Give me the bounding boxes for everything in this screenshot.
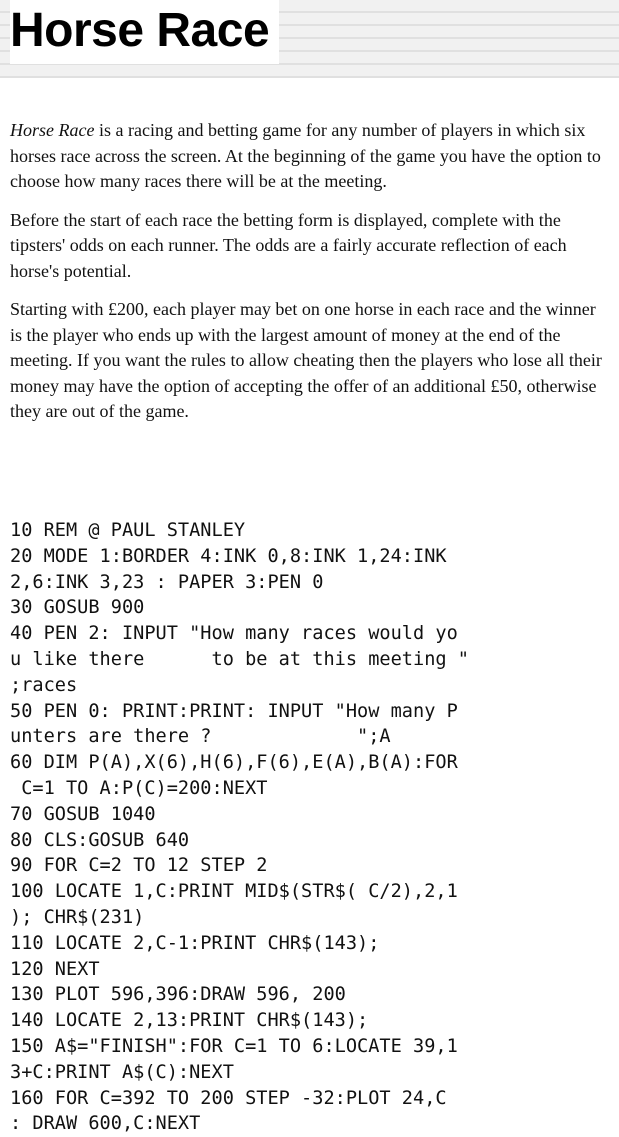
code-line: 50 PEN 0: PRINT:PRINT: INPUT "How many P [10,700,458,722]
code-line: 10 REM @ PAUL STANLEY [10,520,246,541]
intro-text [10,118,612,438]
code-line: 80 CLS:GOSUB 640 [10,829,190,851]
code-line: 110 LOCATE 2,C-1:PRINT CHR$(143); [10,932,380,954]
code-line: C=1 TO A:P(C)=200:NEXT [10,777,268,799]
intro-paragraph-1 [10,118,612,195]
code-line: ;races [10,674,78,696]
code-line: : DRAW 600,C:NEXT [10,1113,201,1135]
code-line: 130 PLOT 596,396:DRAW 596, 200 [10,984,346,1006]
game-title-reference: Horse Race [10,120,95,140]
code-line: 150 A$="FINISH":FOR C=1 TO 6:LOCATE 39,1 [10,1035,458,1057]
intro-paragraph-2: Before the start of each race the betting form is displayed, complete with the tipsters' odds on each runner. The odds are a fairly accurate reflection of each horse's potential. [10,209,567,281]
code-line: 2,6:INK 3,23 : PAPER 3:PEN 0 [10,571,324,593]
code-line: unters are there ? ";A [10,726,391,748]
code-line: 60 DIM P(A),X(6),H(6),F(6),E(A),B(A):FOR [10,752,458,774]
code-line: 30 GOSUB 900 [10,597,145,619]
code-line: 160 FOR C=392 TO 200 STEP -32:PLOT 24,C [10,1087,447,1109]
code-line: 90 FOR C=2 TO 12 STEP 2 [10,855,268,877]
code-line: 20 MODE 1:BORDER 4:INK 0,8:INK 1,24:INK [10,545,447,567]
basic-program-listing [10,518,615,1137]
code-line: ); CHR$(231) [10,906,145,928]
code-line: 3+C:PRINT A$(C):NEXT [10,1061,234,1083]
code-line: 40 PEN 2: INPUT "How many races would yo [10,623,458,645]
intro-paragraph-1-text: is a racing and betting game for any number of players in which six horses race across the screen. At the beginning of the game you have the option to choose how many races there will be at the meeting. [10,120,601,191]
code-line: u like there to be at this meeting " [10,648,469,670]
intro-paragraph-3: Starting with £200, each player may bet on one horse in each race and the winner is the player who ends up with the largest amount of money at the end of the meeting. If you want the rules to allow cheating then the players who lose all their money may have the option of accepting the offer of an additional £50, otherwise they are out of the game. [10,299,602,421]
page-title: Horse Race [10,0,279,64]
code-line: 70 GOSUB 1040 [10,803,156,825]
code-line: 100 LOCATE 1,C:PRINT MID$(STR$( C/2),2,1 [10,881,458,903]
code-line: 140 LOCATE 2,13:PRINT CHR$(143); [10,1010,369,1032]
code-line: 120 NEXT [10,958,100,980]
